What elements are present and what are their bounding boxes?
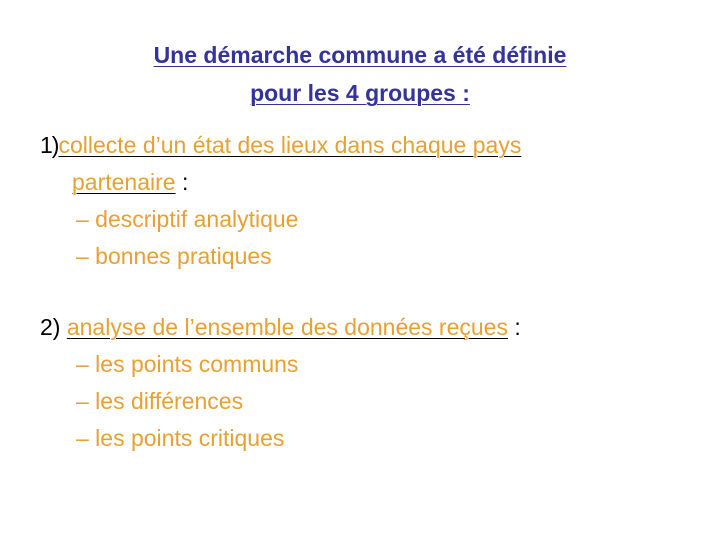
section-2-colon: : — [507, 314, 521, 340]
section-2-heading-text: analyse de l’ensemble des données reçues — [66, 314, 508, 340]
section-1-heading — [40, 127, 690, 164]
section-2-number: 2) — [40, 314, 67, 340]
section-1-item-2: – bonnes pratiques — [76, 243, 272, 269]
section-1-heading-text-2: partenaire — [72, 169, 176, 195]
section-1-heading-text: collecte d’un état des lieux dans chaque pays — [58, 132, 522, 158]
section-2 — [40, 309, 690, 457]
section-1-item-1: – descriptif analytique — [76, 206, 299, 232]
slide-title — [40, 36, 680, 112]
section-1 — [40, 127, 690, 275]
section-2-heading — [40, 309, 690, 346]
section-2-item-2: – les différences — [76, 388, 244, 414]
section-1-heading-continued — [40, 164, 690, 201]
section-2-item-3: – les points critiques — [76, 425, 285, 451]
section-2-item-1: – les points communs — [76, 351, 299, 377]
slide-title-line-2: pour les 4 groupes : — [250, 80, 470, 106]
slide-title-line-1: Une démarche commune a été définie — [153, 42, 567, 68]
section-1-number: 1) — [40, 132, 59, 158]
section-1-colon: : — [175, 169, 189, 195]
